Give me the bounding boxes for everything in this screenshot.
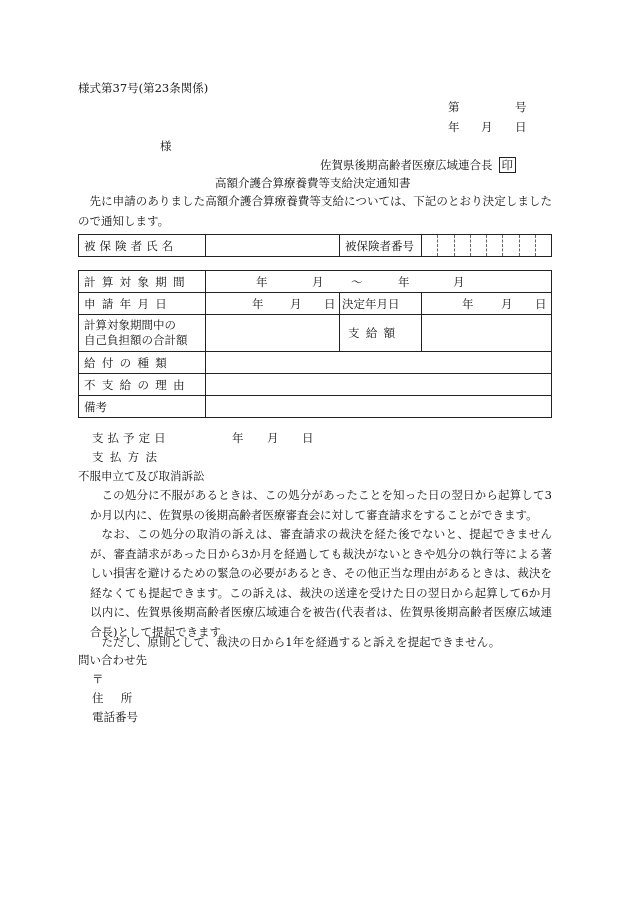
remarks-label-text: 備考 xyxy=(84,399,107,414)
document-number-prefix: 第 xyxy=(448,100,460,114)
payment-date-label: 支払予定日 xyxy=(92,431,170,445)
calculation-table xyxy=(78,270,552,418)
payment-date-year: 年 xyxy=(232,431,244,445)
payment-date-month: 月 xyxy=(267,431,279,445)
nonpayment-reason-field[interactable] xyxy=(206,374,552,396)
decision-date-field[interactable] xyxy=(422,293,552,315)
postal-mark: 〒 xyxy=(92,672,104,686)
issue-date-month: 月 xyxy=(481,120,493,134)
appeal-heading: 不服申立て及び取消訴訟 xyxy=(78,469,205,483)
decision-date-month: 月 xyxy=(501,297,513,311)
issuer-name xyxy=(320,157,516,173)
intro-text: 先に申請のありました高額介護合算療養費等支給については、下記のとおり決定しましたので通知します。 xyxy=(78,194,552,228)
application-date-day: 日 xyxy=(324,297,336,311)
decision-date-day: 日 xyxy=(535,297,547,311)
issuer-name-text: 佐賀県後期高齢者医療広域連合長 xyxy=(320,158,493,172)
decision-date-label: 決定年月日 xyxy=(340,293,422,315)
remarks-label xyxy=(79,396,206,418)
recipient-honorific: 様 xyxy=(160,139,172,153)
payment-amount-field[interactable] xyxy=(422,315,552,352)
address-label: 住所 xyxy=(92,691,150,705)
document-title: 高額介護合算療養費等支給決定通知書 xyxy=(215,176,411,190)
self-pay-total-label-line1: 計算対象期間中の xyxy=(84,318,176,332)
appeal-paragraph-2: なお、この処分の取消の訴えは、審査請求の裁決を経た後でないと、提起できませんが、審査請求があった日から3か月を経過しても裁決がないときや処分の執行等による著しい損害を避けるための緊急の必要があるとき、その他正当な理由があるときは、裁決を経なくても提起できます。この訴えは、裁決の送達を受けた日の翌日から起算して6か月以内に、佐賀県後期高齢者医療広域連合を被告(代表者は、佐賀県後期高齢者医療広域連合長)として提起できます。 xyxy=(90,527,552,639)
payment-method-label: 支払方法 xyxy=(92,450,164,464)
application-date-year: 年 xyxy=(252,297,264,311)
calc-period-month-end: 月 xyxy=(453,275,465,289)
calc-period-month-start: 月 xyxy=(312,275,324,289)
issue-date-year: 年 xyxy=(448,120,460,134)
calc-period-year-end: 年 xyxy=(398,275,410,289)
appeal-paragraph-3: ただし、原則として、裁決の日から1年を経過すると訴えを提起できません。 xyxy=(101,635,501,649)
form-number: 様式第37号(第23条関係) xyxy=(78,81,209,95)
calc-period-separator: ～ xyxy=(351,275,363,289)
payment-date-day: 日 xyxy=(302,431,314,445)
self-pay-total-field[interactable] xyxy=(206,315,340,352)
decision-date-year: 年 xyxy=(462,297,474,311)
benefit-type-label: 給付の種類 xyxy=(79,352,206,374)
insured-name-label: 被保険者氏名 xyxy=(79,235,206,257)
seal-mark: 印 xyxy=(499,157,517,173)
phone-label: 電話番号 xyxy=(92,710,138,724)
benefit-type-field[interactable] xyxy=(206,352,552,374)
remarks-field[interactable] xyxy=(206,396,552,418)
application-date-field[interactable] xyxy=(206,293,340,315)
self-pay-total-label-line2: 自己負担額の合計額 xyxy=(84,333,188,347)
calc-period-field[interactable] xyxy=(206,271,552,293)
calc-period-year-start: 年 xyxy=(256,275,268,289)
appeal-paragraph-1: この処分に不服があるときは、この処分があったことを知った日の翌日から起算して3か月以内に、佐賀県の後期高齢者医療審査会に対して審査請求をすることができます。 xyxy=(90,488,552,522)
application-date-label: 申請年月日 xyxy=(79,293,206,315)
contact-heading: 問い合わせ先 xyxy=(78,653,147,667)
application-date-month: 月 xyxy=(290,297,302,311)
insured-table xyxy=(78,234,552,257)
calc-period-label: 計算対象期間 xyxy=(79,271,206,293)
issue-date-day: 日 xyxy=(515,120,527,134)
insured-name-field[interactable] xyxy=(206,235,340,257)
insured-number-boxes xyxy=(422,235,551,256)
nonpayment-reason-label: 不支給の理由 xyxy=(79,374,206,396)
payment-amount-label: 支給額 xyxy=(340,315,422,352)
insured-number-label: 被保険者番号 xyxy=(340,235,422,257)
insured-number-field[interactable] xyxy=(422,235,552,257)
self-pay-total-label xyxy=(79,315,206,352)
document-number-suffix: 号 xyxy=(515,100,527,114)
